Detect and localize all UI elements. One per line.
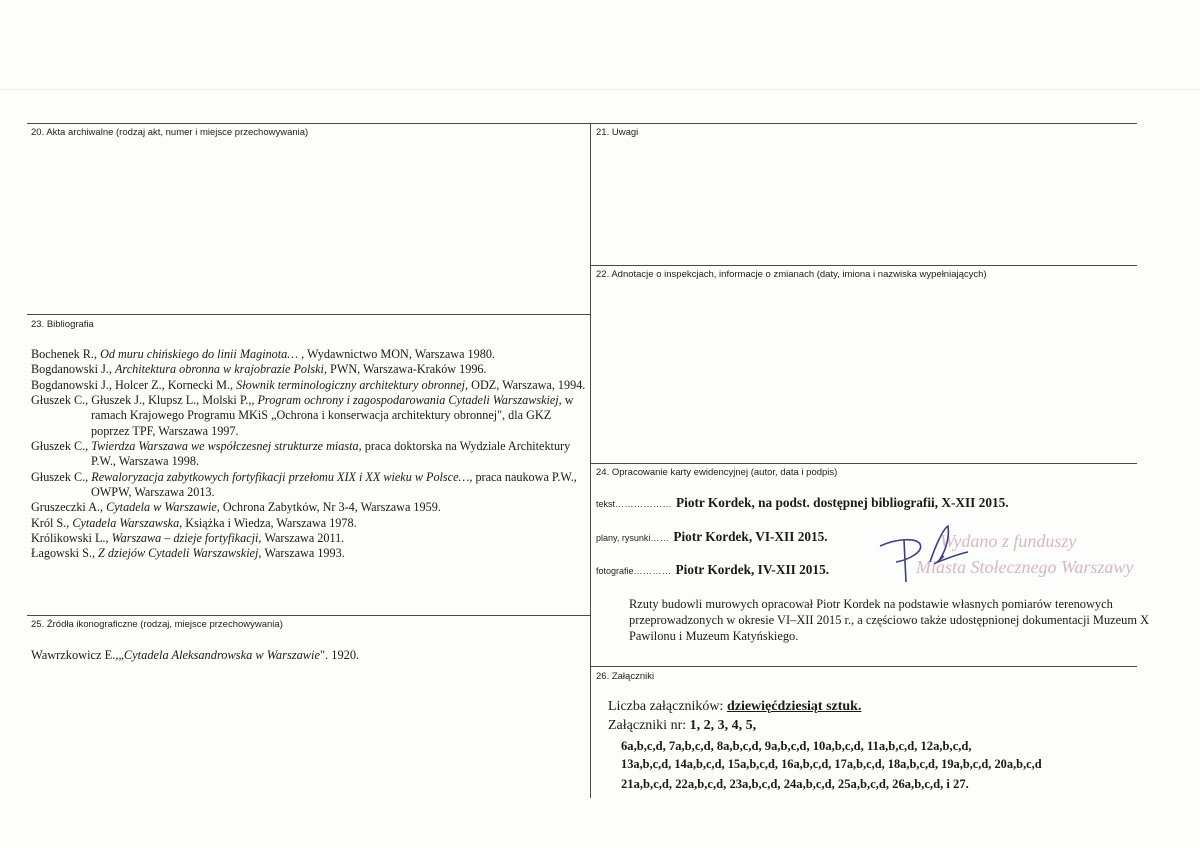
bibliography-entry: Gruszeczki A., Cytadela w Warszawie, Ochrona Zabytków, Nr 3-4, Warszawa 1959. [31, 500, 441, 515]
attachments-count: Liczba załączników: dziewięćdziesiąt sztuk. [608, 699, 862, 714]
divider-21-22 [590, 265, 1137, 266]
stamp-line-1: Wydano z funduszy [940, 531, 1077, 551]
section-25-header: 25. Źródła ikonograficzne (rodzaj, miejsce przechowywania) [31, 619, 283, 630]
bibliography-entry: Król S., Cytadela Warszawska, Książka i Wiedza, Warszawa 1978. [31, 515, 357, 530]
bibliography-entry: Łagowski S., Z dziejów Cytadeli Warszawskiej, Warszawa 1993. [31, 546, 345, 561]
bibliography-entry: Bogdanowski J., Architektura obronna w krajobrazie Polski, PWN, Warszawa-Kraków 1996. [31, 362, 487, 377]
section-26-header: 26. Załączniki [596, 671, 655, 682]
bibliography-entry: Głuszek C., Rewaloryzacja zabytkowych fortyfikacji przełomu XIX i XX wieku w Polsce…, praca naukowa P.W., OWPW, Warszawa 2013. [31, 469, 577, 500]
section-24-header: 24. Opracowanie karty ewidencyjnej (autor, data i podpis) [596, 467, 838, 478]
attachments-list-line-3: 13a,b,c,d, 14a,b,c,d, 15a,b,c,d, 16a,b,c,d, 17a,b,c,d, 18a,b,c,d, 19a,b,c,d, 20a,b,c,d [621, 757, 1042, 771]
signature-mark [878, 520, 978, 600]
bibliography-entry: Głuszek C., Twierdza Warszawa we współczesnej strukturze miasta, praca doktorska na Wydziale Architektury P.W., Warszawa 1998. [31, 439, 571, 469]
iconography-entry: Wawrzkowicz E.,„Cytadela Aleksandrowska w Warszawie". 1920. [31, 648, 360, 662]
section-21-header: 21. Uwagi [596, 127, 639, 138]
attachments-list-line-4: 21a,b,c,d, 22a,b,c,d, 23a,b,c,d, 24a,b,c,d, 25a,b,c,d, 26a,b,c,d, i 27. [621, 777, 969, 791]
attachments-list-line-1: Załączniki nr: 1, 2, 3, 4, 5, [608, 718, 757, 733]
credit-text-row: tekst……………… Piotr Kordek, na podst. dostępnej bibliografii, X-XII 2015. [596, 495, 1009, 510]
form-top-border [27, 123, 1137, 124]
drawings-note: Rzuty budowli murowych opracował Piotr Kordek na podstawie własnych pomiarów terenowych przeprowadzonych w okresie VI–XII 2015 r., a częściowo także udostępnionej dokumentacji Muzeum X Pawilonu i Muzeum Katyńskiego. [629, 597, 1150, 643]
credit-drawings-row: plany, rysunki…… Piotr Kordek, VI-XII 2015. [596, 529, 828, 544]
scan-artifact-line [0, 89, 1200, 90]
bibliography-entry: Bogdanowski J., Holcer Z., Kornecki M., Słownik terminologiczny architektury obronnej, ODZ, Warszawa, 1994. [31, 377, 586, 392]
attachments-count-value: dziewięćdziesiąt sztuk. [726, 699, 862, 714]
section-20-header: 20. Akta archiwalne (rodzaj akt, numer i miejsce przechowywania) [31, 127, 309, 138]
divider-20-23 [27, 314, 590, 315]
section-23-header: 23. Bibliografia [31, 319, 94, 330]
bibliography-entry: Bochenek R., Od muru chińskiego do linii Maginota… , Wydawnictwo MON, Warszawa 1980. [31, 347, 495, 361]
section-22-header: 22. Adnotacje o inspekcjach, informacje o zmianach (daty, imiona i nazwiska wypełniających) [596, 269, 987, 280]
credit-text-value: Piotr Kordek, na podst. dostępnej bibliografii, X-XII 2015. [676, 495, 1009, 510]
divider-24-26 [590, 666, 1137, 667]
credit-photos-row: fotografie………… Piotr Kordek, IV-XII 2015. [596, 562, 830, 577]
bibliography-entry: Królikowski L., Warszawa – dzieje fortyfikacji, Warszawa 2011. [31, 531, 345, 546]
divider-23-25 [27, 615, 590, 616]
stamp-line-2: Miasta Stołecznego Warszawy [916, 557, 1134, 577]
attachments-list-line-2: 6a,b,c,d, 7a,b,c,d, 8a,b,c,d, 9a,b,c,d, 10a,b,c,d, 11a,b,c,d, 12a,b,c,d, [621, 739, 972, 753]
bibliography-entry: Głuszek C., Głuszek J., Klupsz L., Molski P.,, Program ochrony i zagospodarowania Cytadeli Warszawskiej, w ramach Krajowego Programu MKiS „Ochrona i konserwacja architektury obronnej", dla GKZ poprzez TPF, Warszawa 1997. [31, 393, 574, 438]
credit-drawings-value: Piotr Kordek, VI-XII 2015. [673, 529, 828, 544]
divider-22-24 [590, 463, 1137, 464]
credit-photos-value: Piotr Kordek, IV-XII 2015. [675, 562, 830, 577]
bibliography-list [31, 347, 591, 562]
